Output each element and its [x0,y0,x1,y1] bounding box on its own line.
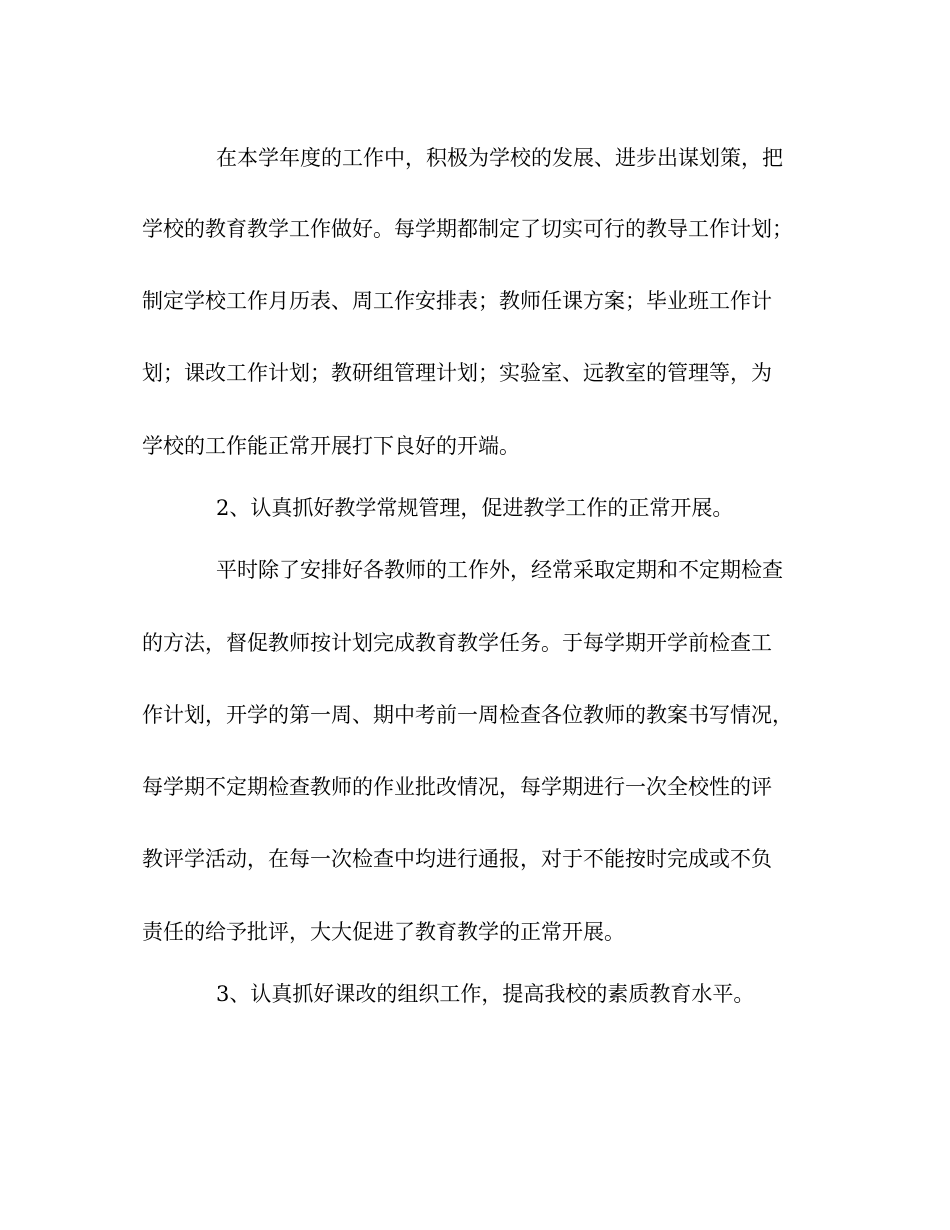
paragraph-2-line-3: 作计划，开学的第一周、期中考前一周检查各位教师的教案书写情况， [142,703,793,727]
section-heading-2: 2、认真抓好教学常规管理，促进教学工作的正常开展。 [216,496,734,520]
paragraph-1-line-3: 制定学校工作月历表、周工作安排表；教师任课方案；毕业班工作计 [142,289,772,313]
paragraph-2-line-4: 每学期不定期检查教师的作业批改情况，每学期进行一次全校性的评 [142,775,772,799]
paragraph-1-line-2: 学校的教育教学工作做好。每学期都制定了切实可行的教导工作计划； [142,217,793,241]
paragraph-2-line-1: 平时除了安排好各教师的工作外，经常采取定期和不定期检查 [216,558,783,582]
paragraph-2-line-5: 教评学活动，在每一次检查中均进行通报，对于不能按时完成或不负 [142,847,772,871]
paragraph-1-line-1: 在本学年度的工作中，积极为学校的发展、进步出谋划策，把 [216,146,783,170]
paragraph-1-line-5: 学校的工作能正常开展打下良好的开端。 [142,434,520,458]
paragraph-2-line-2: 的方法，督促教师按计划完成教育教学任务。于每学期开学前检查工 [142,631,772,655]
section-heading-3: 3、认真抓好课改的组织工作，提高我校的素质教育水平。 [216,982,755,1006]
paragraph-2-line-6: 责任的给予批评，大大促进了教育教学的正常开展。 [142,920,625,944]
paragraph-1-line-4: 划；课改工作计划；教研组管理计划；实验室、远教室的管理等，为 [142,361,772,385]
